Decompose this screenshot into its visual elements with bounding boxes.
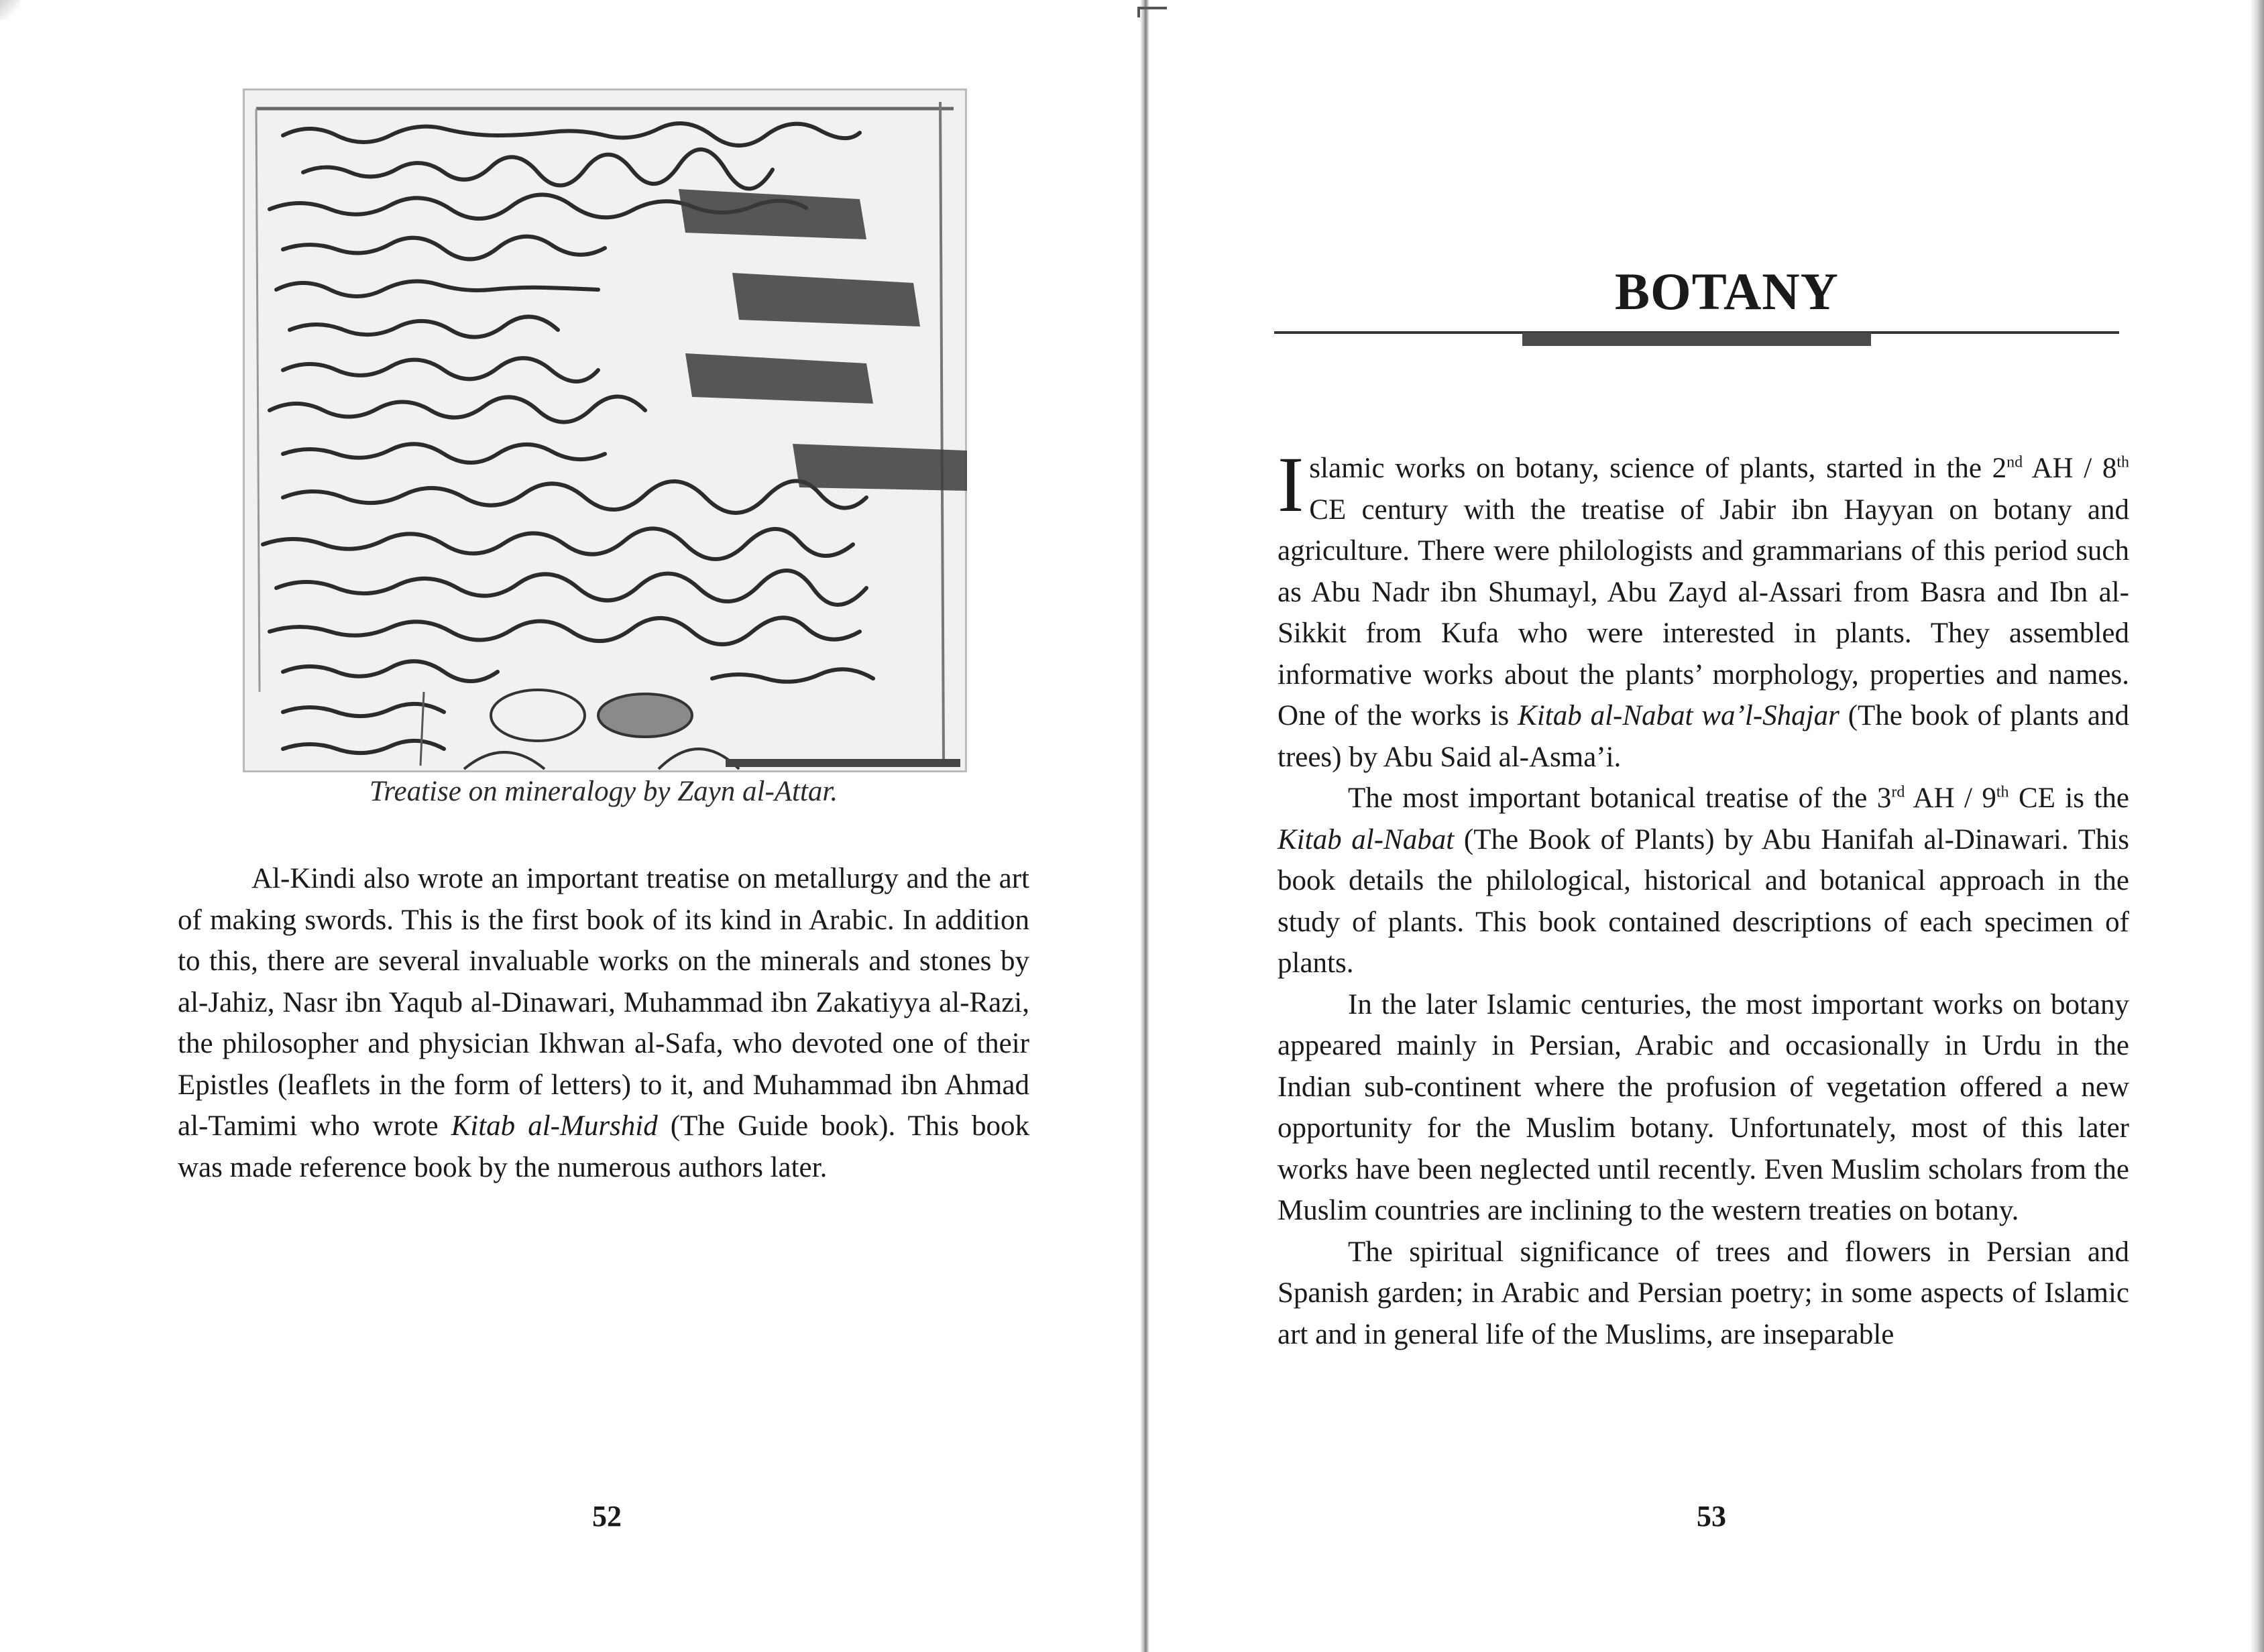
italic-title: Kitab al-Murshid — [451, 1110, 658, 1142]
paragraph-1-text: slamic works on botany, science of plants, started in the 2nd AH / 8th CE century with the treatise of Jabir ibn Hayyan on botany and agriculture. There were philologists and grammarians of this period such as Abu Nadr ibn Shumayl, Abu Zayd al-Assari from Basra and Ibn al-Sikkit from Kufa who were interested in plants. They assembled informative works about the plants’ morphology, properties and names. One of the works is Kitab al-Nabat wa’l-Shajar (The book of plants and trees) by Abu Said al-Asma’i. — [1278, 453, 2129, 773]
right-paragraph-1 — [1278, 440, 2129, 778]
ordinal-suffix: rd — [1891, 783, 1905, 801]
spine-top-mark — [1137, 7, 1167, 17]
drop-cap: I — [1278, 440, 1304, 528]
italic-title: Kitab al-Nabat wa’l-Shajar — [1518, 700, 1840, 731]
book-spine — [1140, 0, 1149, 1652]
heading-rule-thick — [1522, 333, 1871, 346]
ordinal-suffix: th — [1996, 783, 2009, 801]
page-edge-shadow — [2250, 0, 2264, 1652]
ordinal-suffix: th — [2116, 453, 2129, 471]
left-body-text — [178, 858, 1029, 1188]
manuscript-image — [243, 88, 967, 772]
ordinal-suffix: nd — [2006, 453, 2023, 471]
scan-corner-shadow — [0, 0, 20, 20]
italic-title: Kitab al-Nabat — [1278, 823, 1455, 856]
figure-caption: Treatise on mineralogy by Zayn al-Attar. — [369, 776, 838, 807]
right-paragraph-2: The most important botanical treatise of the 3rd AH / 9th CE is the Kitab al-Nabat (The Book of Plants) by Abu Hanifah al-Dinawari. This book details the philological, historical and botanical approach in the study of plants. This book contained descriptions of each specimen of plants. — [1278, 782, 2129, 979]
right-body-text — [1278, 440, 2129, 1355]
page-number-left: 52 — [592, 1500, 622, 1533]
right-paragraph-4: The spiritual significance of trees and flowers in Persian and Spanish garden; in Arabic and Persian poetry; in some aspects of Islamic art and in general life of the Muslims, are inseparable — [1278, 1236, 2129, 1350]
chapter-heading: BOTANY — [1615, 262, 1839, 320]
right-paragraph-3: In the later Islamic centuries, the most important works on botany appeared mainly in Persian, Arabic and occasionally in Urdu in the Indian sub-continent where the profusion of vegetation offered a new opportunity for the Muslim botany. Unfortunately, most of this later works have been neglected until recently. Even Muslim scholars from the Muslim countries are inclining to the western treaties on botany. — [1278, 988, 2129, 1226]
left-paragraph: Al-Kindi also wrote an important treatise on metallurgy and the art of making swords. This is the first book of its kind in Arabic. In addition to this, there are several invaluable works on the minerals and stones by al-Jahiz, Nasr ibn Yaqub al-Dinawari, Muhammad ibn Zakatiyya al-Razi, the philosopher and physician Ikhwan al-Safa, who devoted one of their Epistles (leaflets in the form of letters) to it, and Muhammad ibn Ahmad al-Tamimi who wrote Kitab al-Murshid (The Guide book). This book was made reference book by the numerous authors later. — [178, 863, 1030, 1183]
page-number-right: 53 — [1697, 1500, 1726, 1533]
